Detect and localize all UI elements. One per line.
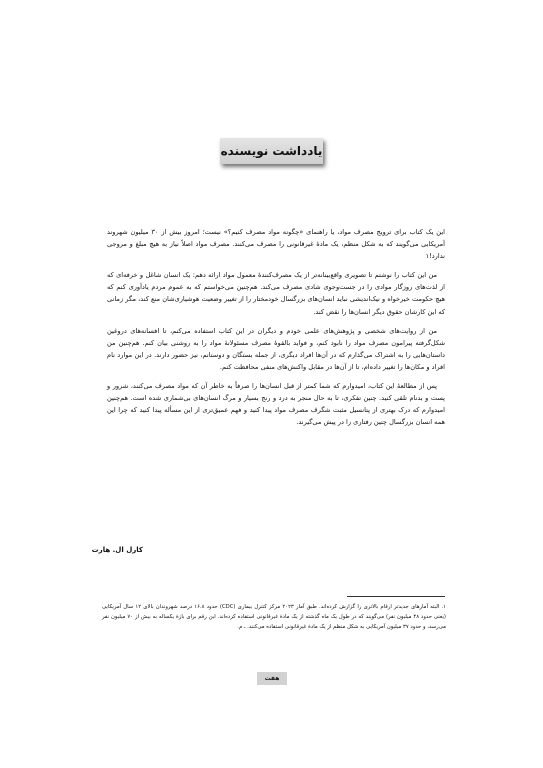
footnote: ۱. البته آمارهای جدیدتر ارقام بالاتری را گزارش کرده‌اند. طبق آمار ۲۰۲۳ مرکز کنترل بیماری (CDC) حدود ۱۶.۸ درصد شهروندان بالای ۱۲ سال آمریکایی (یعنی حدود ۴۸ میلیون نفر) می‌گویند که در طول یک ماه گذشته از یک مادهٔ غیرقانونی استفاده کرده‌اند. این رقم برای بازهٔ یکساله به بیش از ۷۰ میلیون نفر می‌رسد، و حدود ۳۷ میلیون آمریکایی به شکل منظم از یک مادهٔ غیرقانونی استفاده می‌کنند. ـ م. (102, 604, 447, 631)
paragraph-2: من این کتاب را نوشتم تا تصویری واقع‌بینانه‌تر از یک مصرف‌کنندهٔ معمول مواد ارائه دهم: یک انسان شاغل و خرفه‌ای که از لذت‌های روزگار موادی را در جست‌وجوی شادی مصرف می‌کند. هم‌چنین می‌خواستم که به عموم مردم یادآوری کنم که هیچ حکومت خیرخواه و نیک‌اندیشی نباید انسان‌های بزرگسال خودمختار را از تغییر وضعیت هوشیاری‌شان منع کند، مگر زمانی که این کارشان حقوق دیگر انسان‌ها را نقض کند. (107, 271, 445, 316)
paragraph-4: پس از مطالعهٔ این کتاب، امیدوارم که شما کمتر از قبل انسان‌ها را صرفاً به خاطر آن که مواد مصرف می‌کنند، شرور و پست و بدنام تلقی کنید. چنین تفکری، تا به حال منجر به درد و رنج بسیار و مرگ انسان‌های بی‌شماری شده است. هم‌چنین امیدوارم که درک بهتری از پتانسیل مثبت شگرف مصرف مواد پیدا کنید و فهم عمیق‌تری از این مسأله پیدا کنید که چرا این همه انسان بزرگسال چنین رفتاری را در پیش می‌گیرند. (107, 382, 445, 427)
page-number: هفت (264, 675, 280, 682)
page-title: یادداشت نویسنده (220, 144, 323, 158)
paragraph-1: این یک کتاب برای ترویج مصرف مواد، یا راهنمای «چگونه مواد مصرف کنیم؟» نیست؛ امروز بیش از ۳۰ میلیون شهروند آمریکایی می‌گویند که به شکل منظم، یک مادهٔ غیرقانونی را مصرف می‌کنند. مصرف مواد اصلاً نیاز به هیچ مبلغ و مروجی ندارد!۱ (107, 228, 445, 261)
body-text (107, 226, 445, 435)
footnote-divider (347, 596, 445, 597)
paragraph-3: من از روایت‌های شخصی و پژوهش‌های علمی خودم و دیگران در این کتاب استفاده می‌کنم، تا افسانه‌های دروغین شکل‌گرفته پیرامون مصرف مواد را نابود کنم، و فواید بالقوهٔ مصرف مسئولانهٔ مواد را به روشنی بیان کنم. هم‌چنین من داستان‌هایی را به اشتراک می‌گذارم که در آن‌ها افراد دیگری، از جمله بستگان و دوستانم، نیز حضور دارند. در این موارد نام افراد و مکان‌ها را تغییر داده‌ام، تا از آن‌ها در مقابل واکنش‌های منفی محافظت کنم. (107, 326, 445, 371)
page-number-box (257, 672, 287, 685)
title-banner (220, 138, 323, 164)
author-signature: کارل ال. هارت (91, 546, 143, 554)
